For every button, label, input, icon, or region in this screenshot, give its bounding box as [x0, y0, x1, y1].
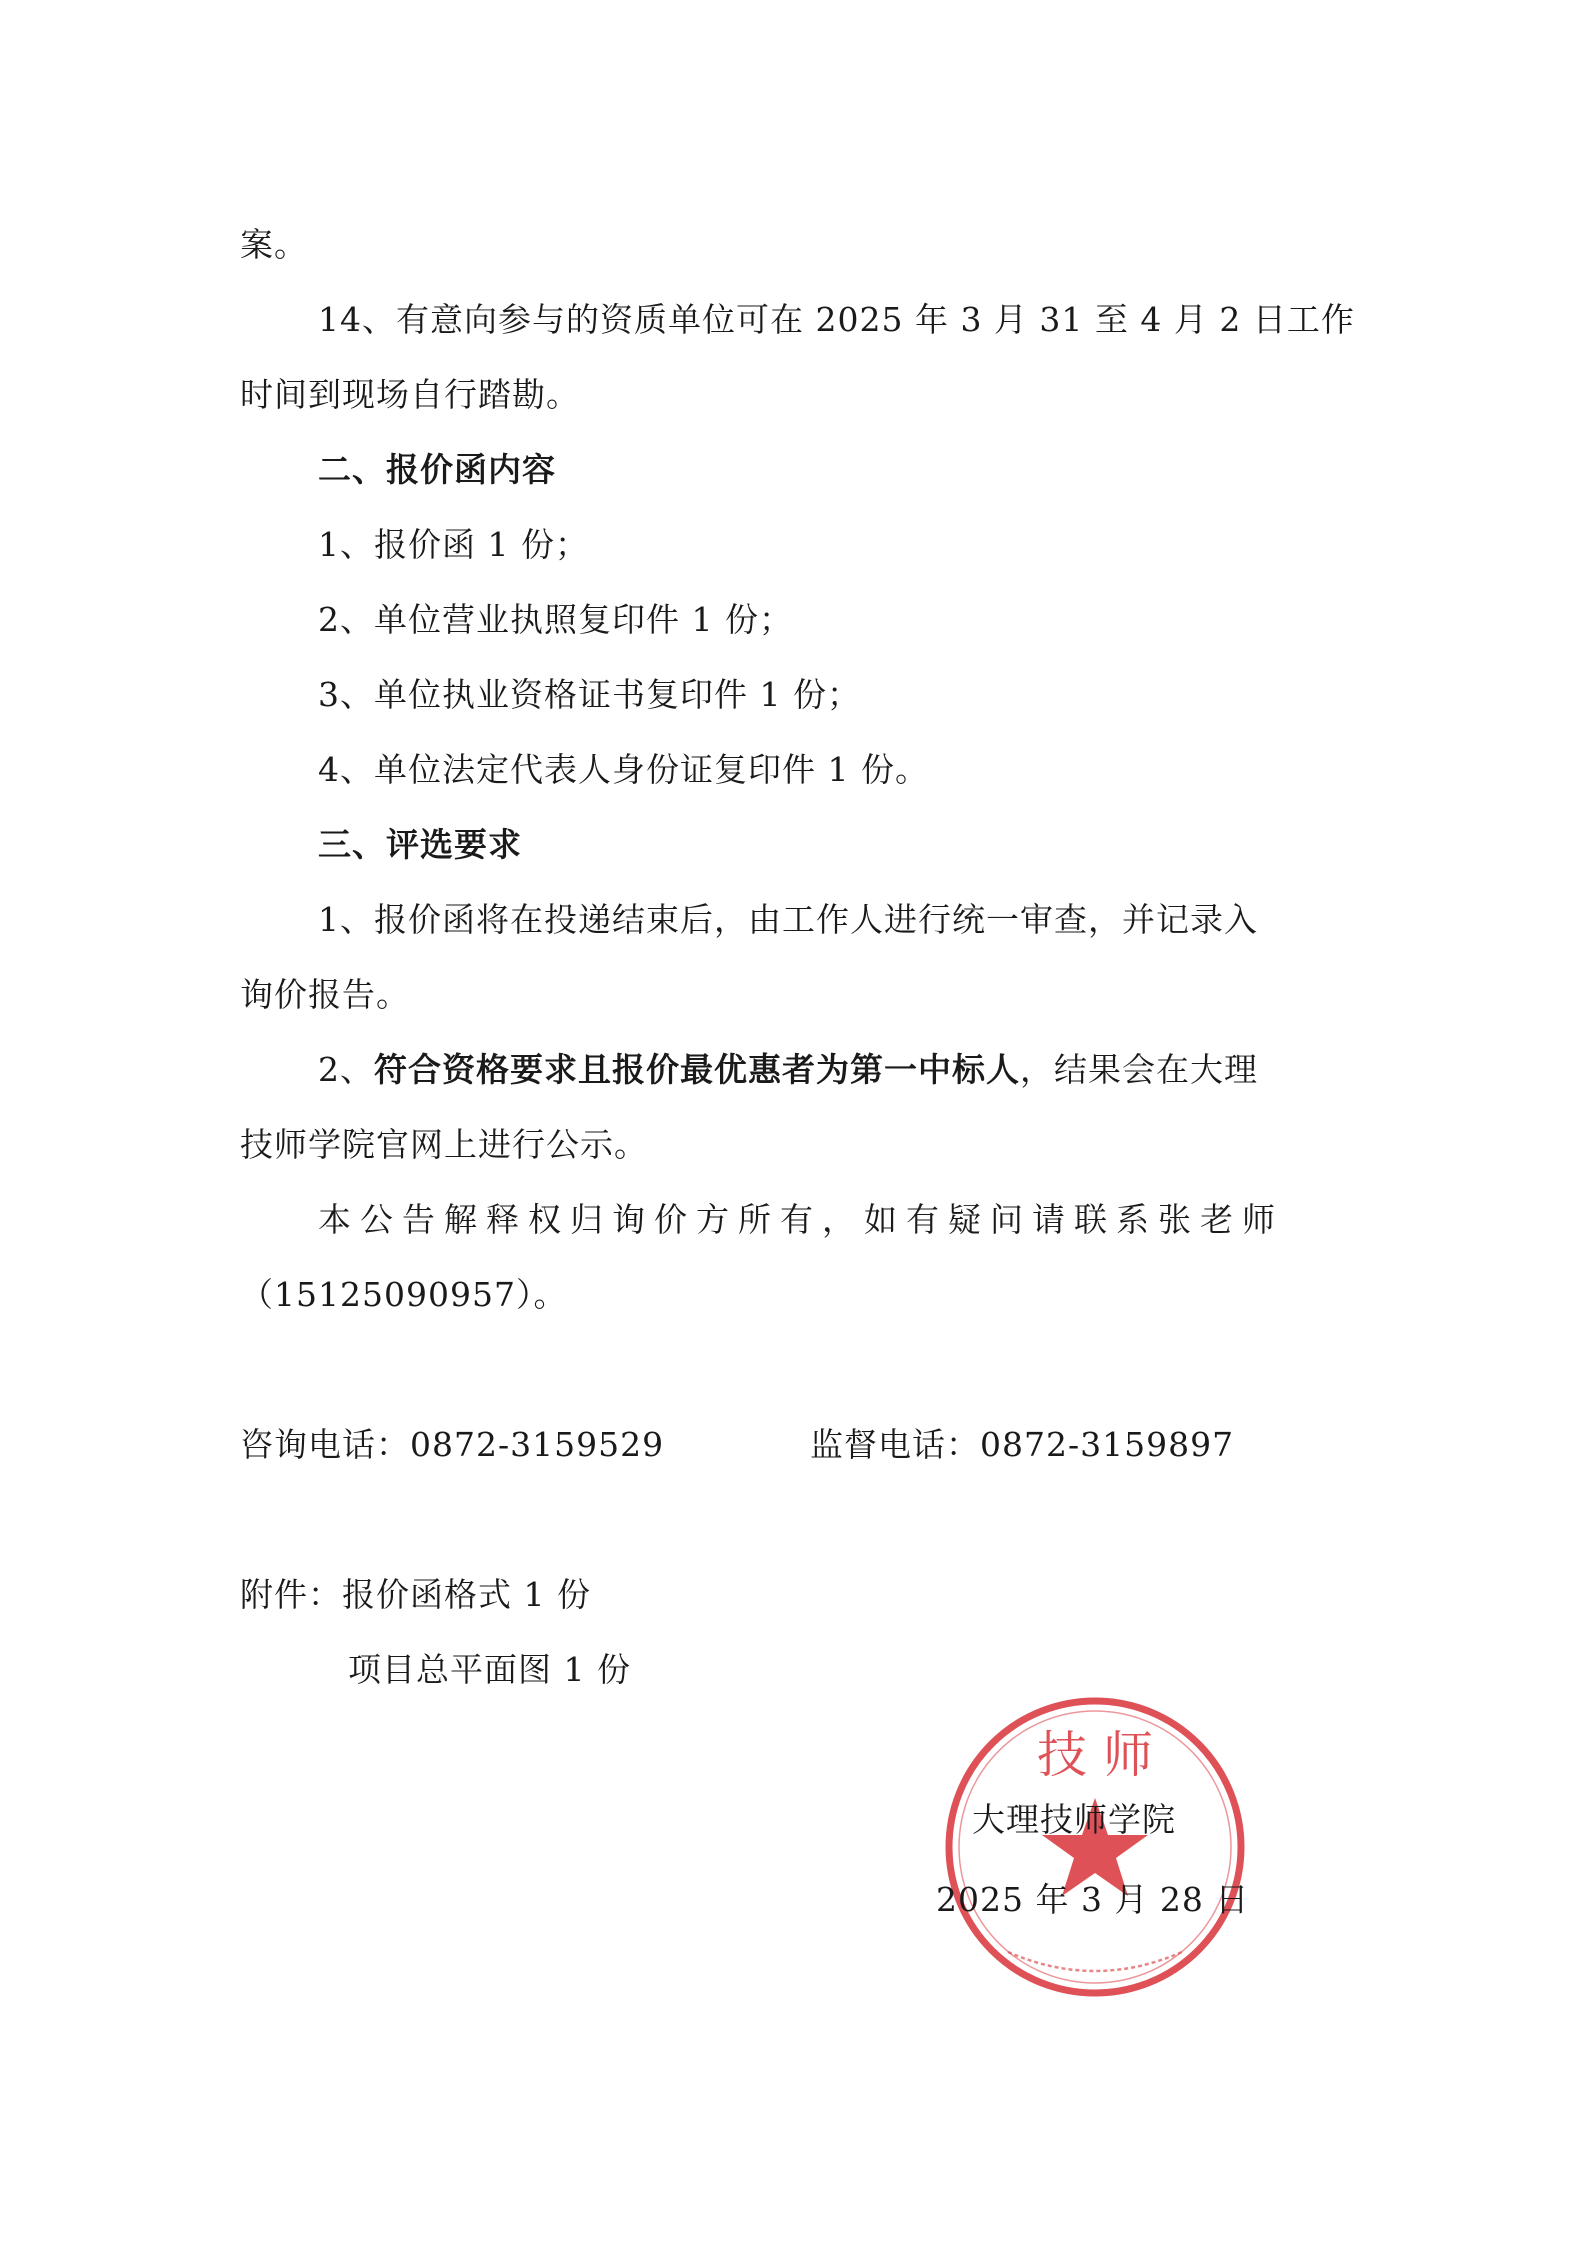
item-suffix: ，结果会在大理 [1020, 1050, 1258, 1089]
signature-org: 大理技师学院 [972, 1800, 1176, 1839]
emphasis-text: 符合资格要求且报价最优惠者为第一中标人 [374, 1050, 1020, 1089]
paragraph-line: 询价报告。 [240, 975, 410, 1014]
consult-phone: 咨询电话：0872-3159529 [240, 1425, 665, 1464]
signature-date: 2025 年 3 月 28 日 [936, 1880, 1250, 1919]
official-seal-icon [938, 1690, 1253, 2005]
section-heading: 二、报价函内容 [318, 450, 556, 489]
paragraph-line: 14、有意向参与的资质单位可在 2025 年 3 月 31 至 4 月 2 日工作 [318, 300, 1355, 339]
section-heading: 三、评选要求 [318, 825, 522, 864]
supervise-phone: 监督电话：0872-3159897 [810, 1425, 1235, 1464]
paragraph-line: 时间到现场自行踏勘。 [240, 375, 580, 414]
list-item: 2、单位营业执照复印件 1 份； [318, 600, 793, 639]
paragraph-line: 本公告解释权归询价方所有，如有疑问请联系张老师 [318, 1200, 1284, 1239]
paragraph-line: （15125090957）。 [240, 1275, 568, 1314]
paragraph-line: 技师学院官网上进行公示。 [240, 1125, 648, 1164]
attachment-line: 项目总平面图 1 份 [348, 1650, 631, 1689]
paragraph-line: 1、报价函将在投递结束后，由工作人进行统一审查，并记录入 [318, 900, 1258, 939]
attachment-line: 附件：报价函格式 1 份 [240, 1575, 591, 1614]
list-item: 4、单位法定代表人身份证复印件 1 份。 [318, 750, 929, 789]
paragraph-line [318, 1050, 1258, 1090]
item-prefix: 2、 [318, 1050, 374, 1089]
list-item: 3、单位执业资格证书复印件 1 份； [318, 675, 861, 714]
paragraph-line: 案。 [240, 225, 308, 264]
svg-text:技 师: 技 师 [1037, 1726, 1153, 1784]
list-item: 1、报价函 1 份； [318, 525, 589, 564]
